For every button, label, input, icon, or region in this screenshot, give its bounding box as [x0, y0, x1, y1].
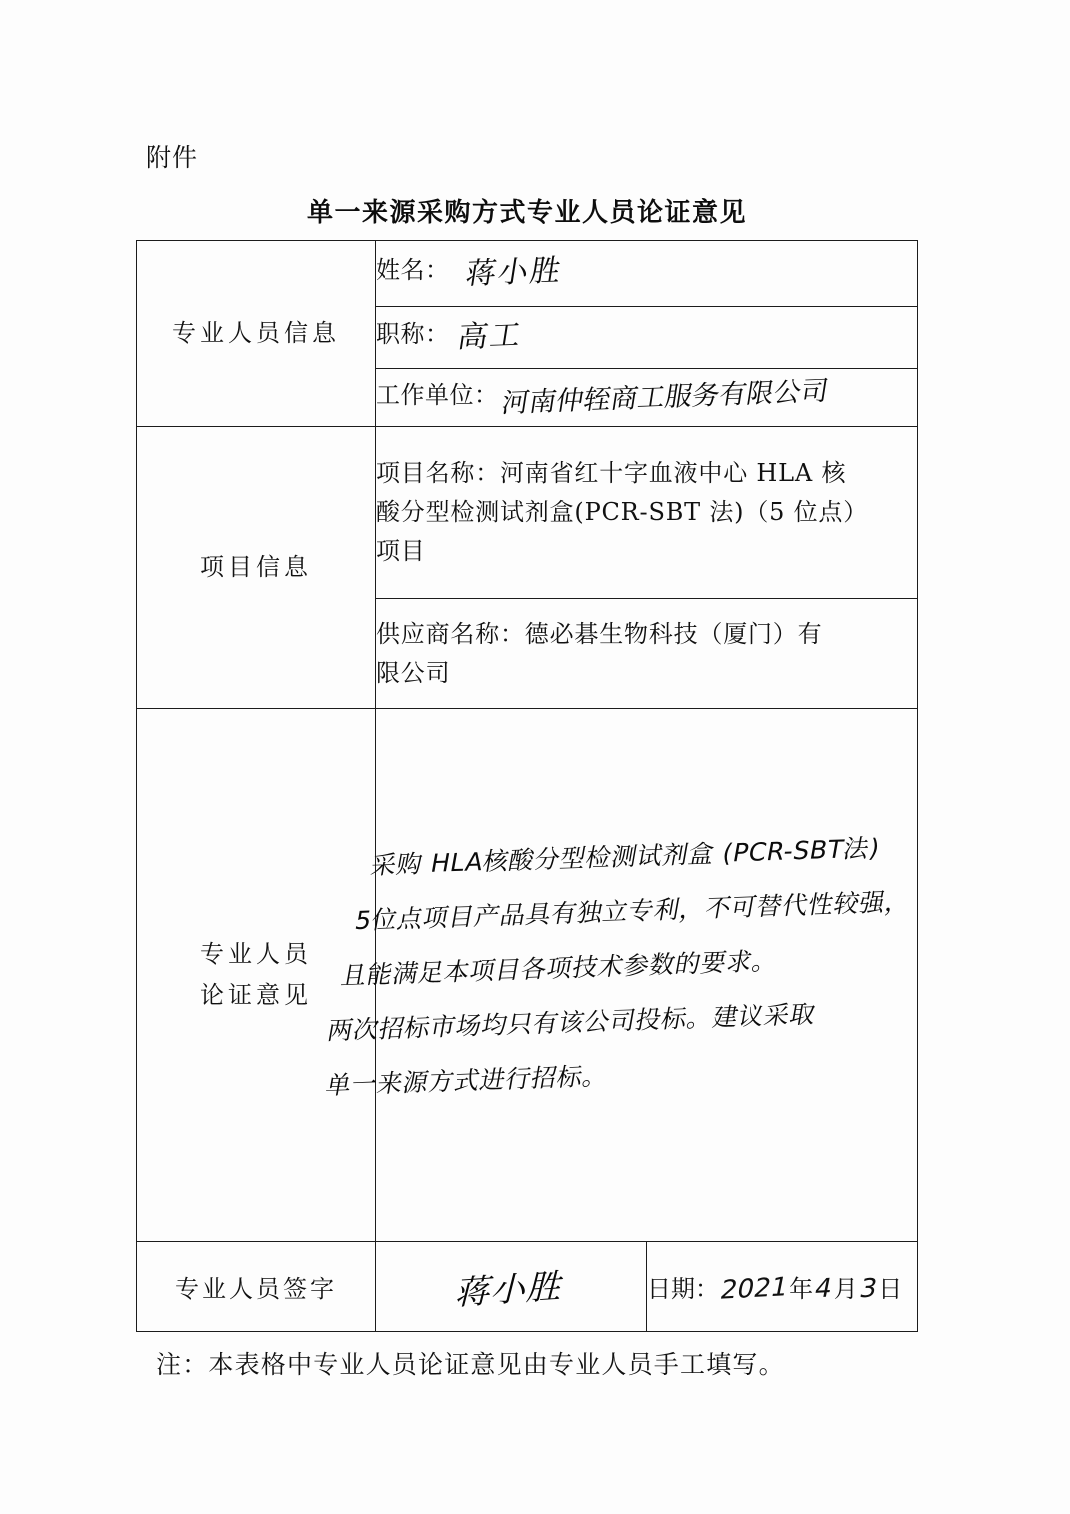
signature-label: 专业人员签字 [137, 1242, 376, 1332]
date-day-value: 3 [856, 1273, 880, 1305]
supplier-line-1: 供应商名称：德必碁生物科技（厦门）有 [376, 619, 823, 648]
argumentation-form-table [136, 240, 918, 1332]
cell-supplier-name [376, 599, 918, 709]
cell-signature [376, 1242, 647, 1332]
job-title-handwritten-value: 高工 [454, 317, 525, 356]
opinion-hand-line-1: 采购 HLA核酸分型检测试剂盒 (PCR-SBT法) [368, 832, 883, 880]
cell-project-name [376, 427, 918, 599]
attachment-label: 附件 [146, 143, 199, 172]
table-row-project-name [137, 427, 918, 599]
section-label-opinion [137, 709, 376, 1242]
project-name-line-2: 酸分型检测试剂盒(PCR-SBT 法)（5 位点） [376, 498, 869, 527]
opinion-hand-line-2: 5位点项目产品具有独立专利，不可替代性较强， [352, 886, 914, 935]
signature-mark: 蒋小胜 [451, 1266, 569, 1314]
cell-work-unit [376, 369, 918, 427]
table-row-signature [137, 1242, 918, 1332]
opinion-label-line-1: 专业人员 [200, 940, 312, 969]
work-unit-label: 工作单位： [376, 380, 499, 409]
cell-job-title [376, 307, 918, 369]
section-label-personnel: 专业人员信息 [137, 241, 376, 427]
date-year-unit: 年 [789, 1275, 814, 1303]
date-prefix-label: 日期： [647, 1275, 719, 1303]
name-label: 姓名： [376, 256, 450, 285]
date-day-unit: 日 [878, 1275, 903, 1303]
project-name-line-3: 项目 [376, 536, 426, 565]
cell-opinion-handwritten [323, 709, 918, 1242]
page-title: 单一来源采购方式专业人员论证意见 [306, 198, 747, 228]
supplier-line-2: 限公司 [376, 658, 451, 687]
cell-date [647, 1242, 918, 1332]
opinion-hand-line-3: 且能满足本项目各项技术参数的要求。 [338, 945, 781, 990]
date-year-value: 2021 [717, 1272, 791, 1306]
project-name-line-1: 项目名称：河南省红十字血液中心 HLA 核 [376, 459, 847, 488]
table-row-name [137, 241, 918, 307]
opinion-label-line-2: 论证意见 [200, 981, 312, 1009]
name-handwritten-value: 蒋小胜 [462, 253, 565, 293]
job-title-label: 职称： [376, 320, 450, 349]
opinion-hand-line-5: 单一来源方式进行招标。 [323, 1060, 612, 1100]
date-month-value: 4 [812, 1273, 835, 1305]
work-unit-handwritten-value: 河南仲轾商工服务有限公司 [499, 375, 831, 419]
footer-note: 注：本表格中专业人员论证意见由专业人员手工填写。 [156, 1350, 785, 1379]
opinion-handwriting-block [323, 819, 921, 1113]
cell-name [376, 241, 918, 307]
section-label-project: 项目信息 [137, 427, 376, 709]
date-month-unit: 月 [833, 1275, 858, 1303]
table-row-opinion [137, 709, 918, 1242]
opinion-hand-line-4: 两次招标市场均只有该公司投标。建议采取 [325, 998, 819, 1045]
